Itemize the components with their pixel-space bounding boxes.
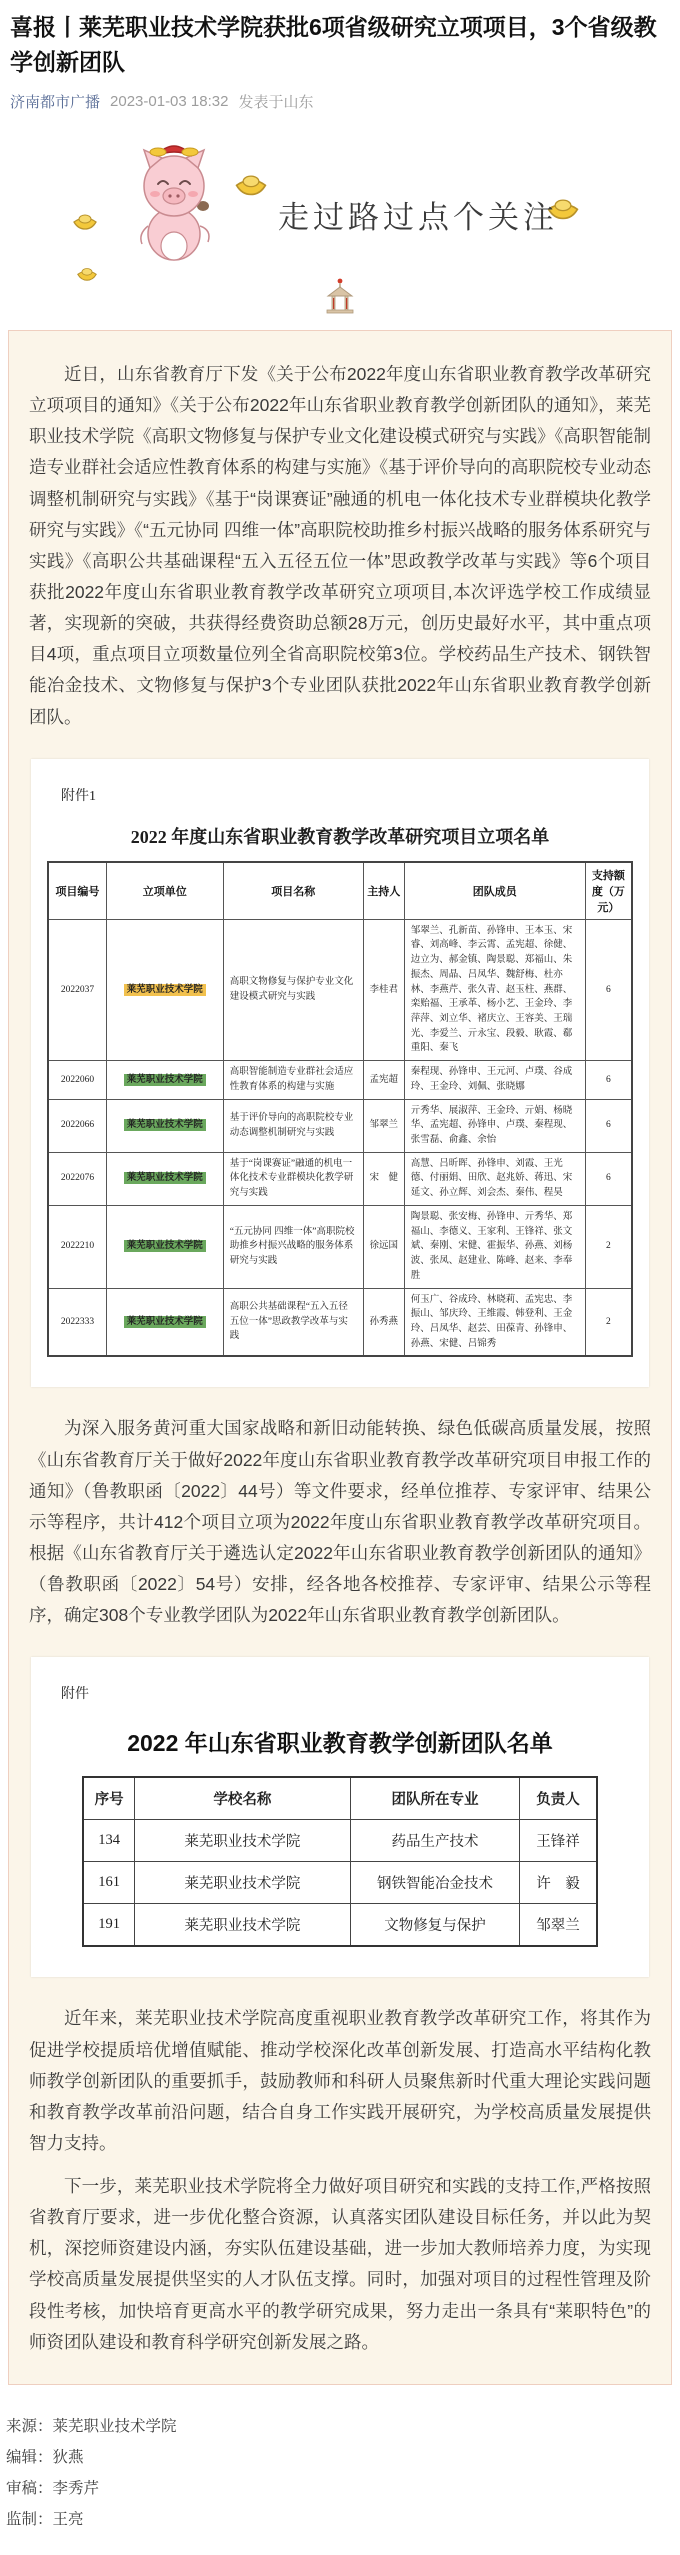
table-row — [83, 1862, 597, 1904]
table-cell: 药品生产技术 — [350, 1820, 520, 1862]
publish-date: 2023-01-03 18:32 — [110, 93, 229, 110]
table-cell: 161 — [83, 1862, 134, 1904]
table-cell: 134 — [83, 1820, 134, 1862]
table-cell: 6 — [585, 1152, 632, 1205]
table-cell — [106, 1152, 223, 1205]
table-header-row — [48, 862, 632, 920]
table-cell: 邹翠兰、孔新苗、孙锋申、王本玉、宋睿、刘高峰、李云霄、孟宪超、徐健、边立为、郝金镇、陶景聪、郑福山、朱振杰、周晶、吕凤华、魏舒梅、杜亦林、李燕芹、张久青、赵玉柱、燕群、栾贻福、王承革、杨小艺、王金玲、李萍萍、刘立华、褚庆立、王容美、王瑞光、李爱兰、亓永宝、段毅、耿霞、郗重阳、秦飞 — [404, 919, 585, 1060]
col-project-name: 项目名称 — [223, 862, 363, 920]
table-cell: 莱芜职业技术学院 — [135, 1862, 351, 1904]
table-cell — [106, 1288, 223, 1356]
table-cell: 2022037 — [48, 919, 106, 1060]
table-cell — [106, 919, 223, 1060]
table-row — [48, 1152, 632, 1205]
pagoda-decoration-icon — [0, 278, 680, 324]
paragraph-4: 下一步，莱芜职业技术学院将全力做好项目研究和实践的支持工作,严格按照省教育厅要求，进一步优化整合资源，认真落实团队建设目标任务，并以此为契机，深挖师资建设内涵，夯实队伍建设基础，进一步加大教师培养力度，为实现学校高质量发展提供坚实的人才队伍支撑。同时，加强对项目的过程性管理及阶段性考核，加快培育更高水平的教学研究成果，努力走出一条具有“莱职特色”的师资团队建设和教育科学研究创新发展之路。 — [29, 2176, 651, 2352]
table-cell: 莱芜职业技术学院 — [135, 1820, 351, 1862]
col-no: 序号 — [83, 1777, 134, 1820]
highlighted-unit: 莱芜职业技术学院 — [124, 1172, 206, 1184]
table-cell: 2022333 — [48, 1288, 106, 1356]
table-row — [48, 1099, 632, 1152]
table-cell: 李桂君 — [363, 919, 404, 1060]
col-leader: 主持人 — [363, 862, 404, 920]
research-projects-table-body — [48, 919, 632, 1356]
highlighted-unit: 莱芜职业技术学院 — [124, 984, 206, 996]
table-cell: “五元协同 四维一体”高职院校助推乡村振兴战略的服务体系研究与实践 — [223, 1205, 363, 1288]
col-project-id: 项目编号 — [48, 862, 106, 920]
table-row — [48, 919, 632, 1060]
table-cell: 6 — [585, 919, 632, 1060]
publish-location: 发表于山东 — [238, 94, 314, 111]
pig-mascot-icon — [128, 134, 220, 269]
table-cell: 何玉广、谷成玲、林晓莉、孟宪忠、李振山、邹庆玲、王维霞、韩登利、王金玲、吕凤华、赵芸、田葆青、孙锋申、孙燕、宋健、吕锦秀 — [404, 1288, 585, 1356]
col-major: 团队所在专业 — [350, 1777, 520, 1820]
highlighted-unit: 莱芜职业技术学院 — [124, 1074, 206, 1086]
table-cell: 秦程现、孙锋申、王元河、卢璞、谷成玲、王金玲、刘佩、张晓娜 — [404, 1061, 585, 1099]
meta-row — [10, 91, 668, 112]
table-cell — [106, 1061, 223, 1099]
table-cell: 王锋祥 — [520, 1820, 597, 1862]
innovation-teams-table — [82, 1776, 598, 1947]
footer-editor: 编辑：狄燕 — [6, 2448, 84, 2466]
attachment2-card — [31, 1657, 649, 1977]
table-cell — [106, 1099, 223, 1152]
attachment1-card — [31, 759, 649, 1388]
table-row — [48, 1061, 632, 1099]
table-cell — [106, 1205, 223, 1288]
table-row — [48, 1205, 632, 1288]
table-cell: 高职智能制造专业群社会适应性教育体系的构建与实施 — [223, 1061, 363, 1099]
attachment1-label: 附件1 — [61, 788, 96, 804]
table-row — [83, 1820, 597, 1862]
col-unit: 立项单位 — [106, 862, 223, 920]
gold-ingot-icon — [76, 266, 98, 286]
account-name-link[interactable]: 济南都市广播 — [10, 94, 101, 111]
col-members: 团队成员 — [404, 862, 585, 920]
attachment1-title: 2022 年度山东省职业教育教学改革研究项目立项名单 — [130, 826, 550, 847]
col-team-leader: 负责人 — [520, 1777, 597, 1820]
table-cell: 高慧、吕昕晖、孙锋申、刘霞、王光德、付丽娟、田欣、赵兆娇、蒋迅、宋延文、孙立辉、刘会杰、秦伟、程昊 — [404, 1152, 585, 1205]
table-cell: 2 — [585, 1205, 632, 1288]
highlighted-unit: 莱芜职业技术学院 — [124, 1119, 206, 1131]
page-title: 喜报丨莱芜职业技术学院获批6项省级研究立项项目，3个省级教学创新团队 — [10, 14, 657, 75]
gold-ingot-icon — [72, 212, 98, 235]
footer-source: 来源：莱芜职业技术学院 — [6, 2417, 177, 2435]
table-cell: 邹翠兰 — [363, 1099, 404, 1152]
table-cell: 孟宪超 — [363, 1061, 404, 1099]
attachment2-title: 2022 年山东省职业教育教学创新团队名单 — [127, 1730, 553, 1757]
table-cell: 2 — [585, 1288, 632, 1356]
table-cell: 191 — [83, 1904, 134, 1947]
table-cell: 邹翠兰 — [520, 1904, 597, 1947]
col-school: 学校名称 — [135, 1777, 351, 1820]
follow-banner — [0, 124, 680, 274]
table-cell: 2022060 — [48, 1061, 106, 1099]
table-cell: 陶景聪、张安梅、孙锋申、亓秀华、郑福山、李德义、王家利、王锋祥、张文斌、秦刚、宋健、霍振华、孙燕、刘杨波、张凤、赵建业、陈峰、赵来、李奉胜 — [404, 1205, 585, 1288]
table-header-row — [83, 1777, 597, 1820]
table-row — [83, 1904, 597, 1947]
table-cell: 许 毅 — [520, 1862, 597, 1904]
table-cell: 钢铁智能冶金技术 — [350, 1862, 520, 1904]
highlighted-unit: 莱芜职业技术学院 — [124, 1240, 206, 1252]
table-cell: 2022066 — [48, 1099, 106, 1152]
table-cell: 6 — [585, 1099, 632, 1152]
table-row — [48, 1288, 632, 1356]
follow-prompt-text: 走过路过点个关注 — [278, 200, 558, 235]
article-footer — [6, 2411, 680, 2535]
research-projects-table — [47, 861, 633, 1358]
table-cell: 亓秀华、展淑萍、王金玲、亓娟、杨晓华、孟宪超、孙锋申、卢璞、秦程现、张雪磊、俞鑫、余怡 — [404, 1099, 585, 1152]
paragraph-1: 近日，山东省教育厅下发《关于公布2022年度山东省职业教育教学改革研究立项项目的通知》《关于公布2022年山东省职业教育教学创新团队的通知》，莱芜职业技术学院《高职文物修复与保护专业文化建设模式研究与实践》《高职智能制造专业群社会适应性教育体系的构建与实施》《基于评价导向的高职院校专业动态调整机制研究与实践》《基于“岗课赛证”融通的机电一体化技术专业群模块化教学研究与实践》《“五元协同 四维一体”高职院校助推乡村振兴战略的服务体系研究与实践》《高职公共基础课程“五入五径五位一体”思政教学改革与实践》等6个项目获批2022年度山东省职业教育教学改革研究立项项目,本次评选学校工作成绩显著，实现新的突破，共获得经费资助总额28万元，创历史最好水平，其中重点项目4项，重点项目立项数量位列全省高职院校第3位。学校药品生产技术、钢铁智能冶金技术、文物修复与保护3个专业团队获批2022年山东省职业教育教学创新团队。 — [29, 364, 651, 727]
gold-ingot-icon — [234, 172, 268, 201]
table-cell: 宋 健 — [363, 1152, 404, 1205]
table-cell: 莱芜职业技术学院 — [135, 1904, 351, 1947]
highlighted-unit: 莱芜职业技术学院 — [124, 1316, 206, 1328]
table-cell: 高职文物修复与保护专业文化建设模式研究与实践 — [223, 919, 363, 1060]
innovation-teams-table-body — [83, 1820, 597, 1947]
table-cell: 基于“岗课赛证”融通的机电一体化技术专业群模块化教学研究与实践 — [223, 1152, 363, 1205]
table-cell: 6 — [585, 1061, 632, 1099]
paragraph-3: 近年来，莱芜职业技术学院高度重视职业教育教学改革研究工作，将其作为促进学校提质培优增值赋能、推动学校深化改革创新发展、打造高水平结构化教师教学创新团队的重要抓手，鼓励教师和科研人员聚焦新时代重大理论实践问题和教育教学改革前沿问题，结合自身工作实践开展研究，为学校高质量发展提供智力支持。 — [29, 2008, 651, 2153]
attachment2-label: 附件 — [61, 1687, 89, 1703]
article-page — [0, 10, 680, 2535]
paragraph-2: 为深入服务黄河重大国家战略和新旧动能转换、绿色低碳高质量发展，按照《山东省教育厅关于做好2022年度山东省职业教育教学改革研究项目申报工作的通知》（鲁教职函〔2022〕44号）等文件要求，经单位推荐、专家评审、结果公示等程序，共计412个项目立项为2022年度山东省职业教育教学改革研究项目。根据《山东省教育厅关于遴选认定2022年山东省职业教育教学创新团队的通知》（鲁教职函〔2022〕54号）安排，经各地各校推荐、专家评审、结果公示等程序，确定308个专业教学团队为2022年山东省职业教育教学创新团队。 — [29, 1418, 651, 1626]
footer-reviewer: 审稿：李秀芹 — [6, 2479, 100, 2497]
table-cell: 徐远国 — [363, 1205, 404, 1288]
table-cell: 文物修复与保护 — [350, 1904, 520, 1947]
table-cell: 基于评价导向的高职院校专业动态调整机制研究与实践 — [223, 1099, 363, 1152]
table-cell: 2022076 — [48, 1152, 106, 1205]
table-cell: 2022210 — [48, 1205, 106, 1288]
article-body — [8, 330, 672, 2385]
col-amount: 支持额度（万元） — [585, 862, 632, 920]
table-cell: 高职公共基础课程“五入五径五位一体”思政教学改革与实践 — [223, 1288, 363, 1356]
table-cell: 孙秀燕 — [363, 1288, 404, 1356]
footer-supervisor: 监制：王亮 — [6, 2510, 84, 2528]
